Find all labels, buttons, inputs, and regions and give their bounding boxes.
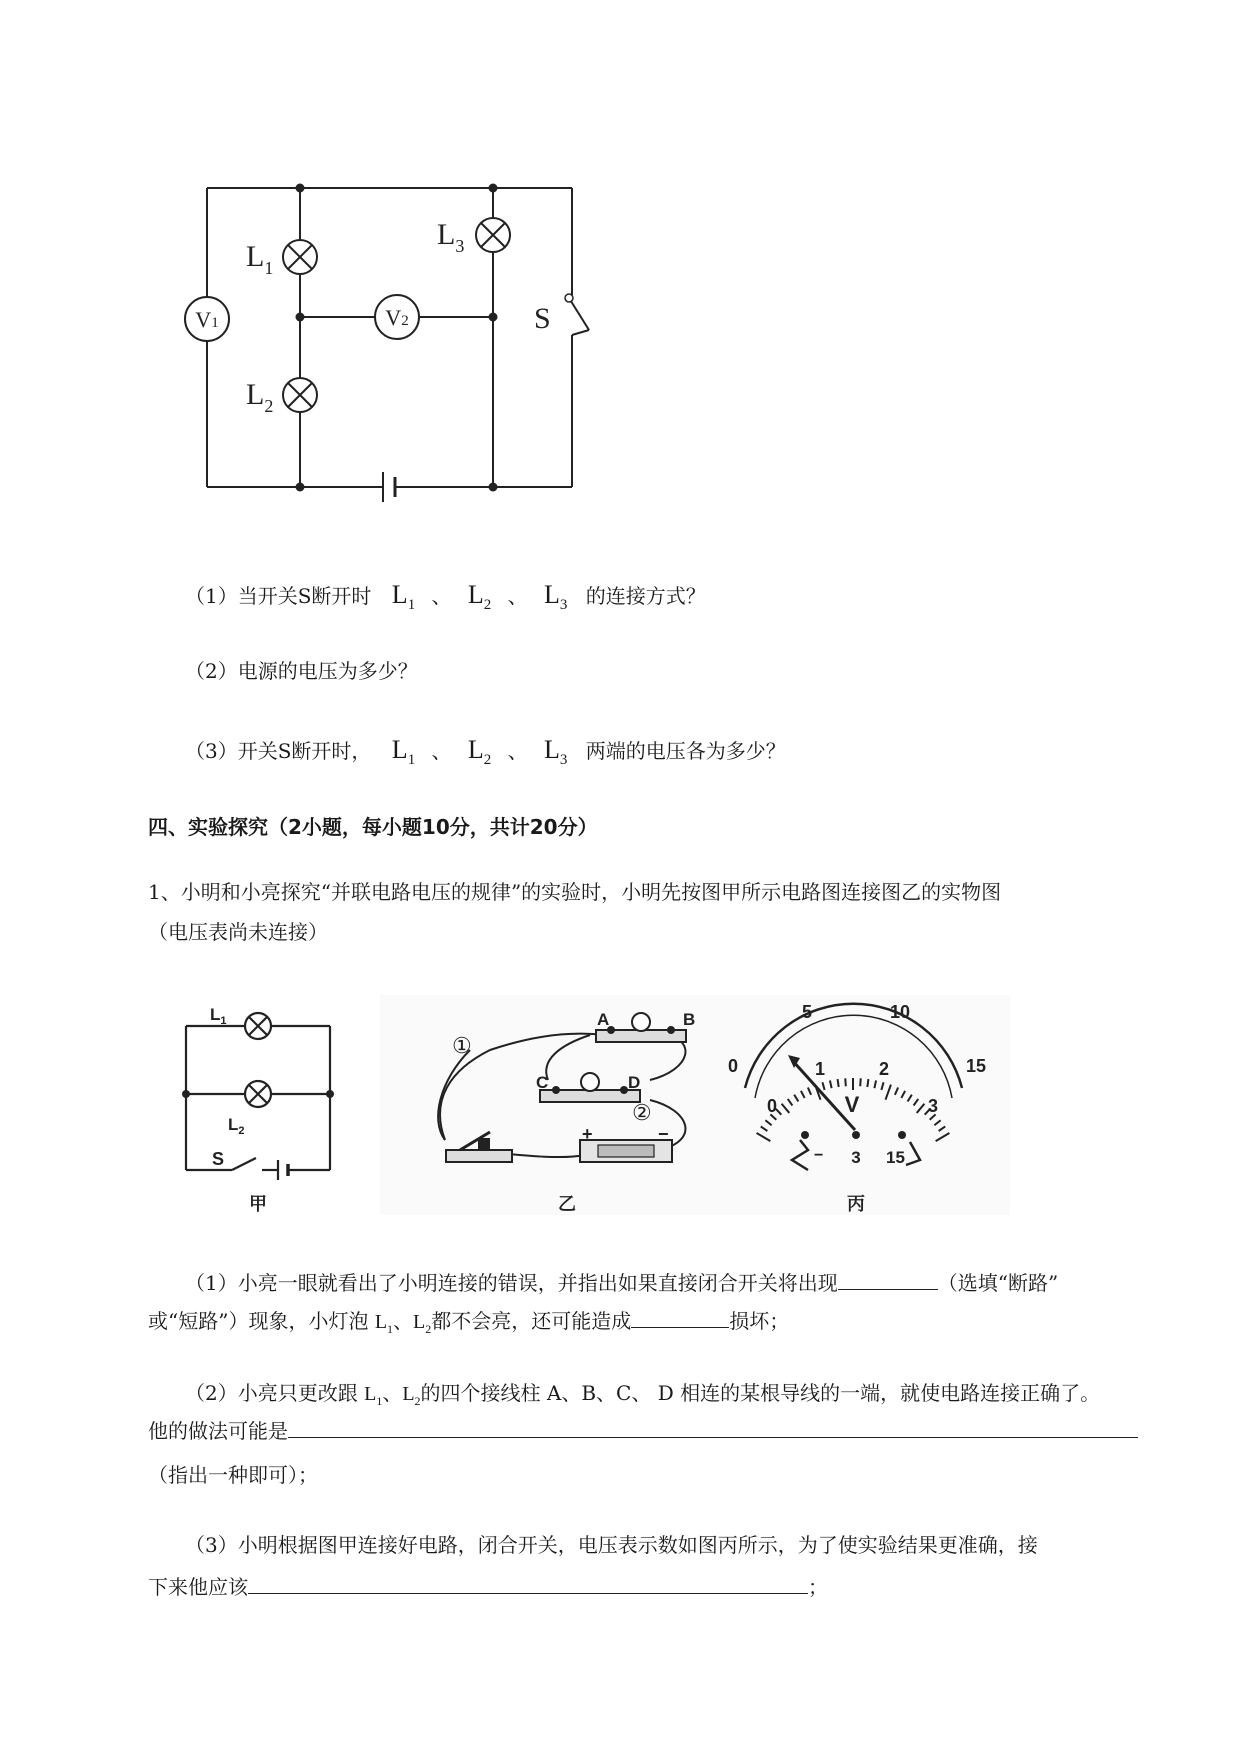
svg-text:乙: 乙 (558, 1194, 576, 1214)
subq3-line2: 下来他应该 ； (148, 1575, 828, 1599)
q3-suffix: 两端的电压各为多少？ (585, 739, 786, 763)
label-L2: $L_2$ (246, 378, 274, 416)
svg-text:5: 5 (802, 1002, 813, 1022)
q3-prefix: （3）开关S断开时， (185, 739, 372, 763)
svg-text:②: ② (632, 1100, 652, 1125)
label-L3: $L_3$ (437, 218, 465, 256)
svg-text:L2: $L_2$ (228, 1115, 245, 1137)
svg-text:2: 2 (879, 1059, 890, 1079)
subq1-line1: （1）小亮一眼就看出了小明连接的错误，并指出如果直接闭合开关将出现 （选填“断路” (185, 1271, 1059, 1295)
svg-text:A: A (597, 1010, 610, 1029)
lamp-L3 (476, 218, 510, 252)
svg-text:3: 3 (928, 1096, 939, 1116)
lamp-L2 (283, 378, 317, 412)
question-2: （2）电源的电压为多少？ (185, 659, 418, 683)
svg-text:B: B (683, 1010, 696, 1029)
svg-text:−: − (814, 1147, 824, 1164)
svg-text:D: D (628, 1073, 641, 1092)
lamp-L1 (283, 240, 317, 274)
svg-text:0: 0 (767, 1096, 778, 1116)
svg-text:10: 10 (890, 1002, 911, 1022)
dial-tick (860, 1078, 861, 1086)
subq3-line1: （3）小明根据图甲连接好电路，闭合开关，电压表示数如图丙所示，为了使实验结果更准确，接 (185, 1533, 1038, 1557)
figure-jia (182, 1005, 334, 1214)
section4-question1-line2: （电压表尚未连接） (148, 920, 328, 944)
q1-prefix: （1）当开关S断开时 (185, 584, 372, 608)
svg-text:0: 0 (728, 1056, 739, 1076)
circuit-diagram-1 (150, 160, 600, 510)
section4-question1-line1: 1、小明和小亮探究“并联电路电压的规律”的实验时，小明先按图甲所示电路图连接图乙的实物图 (148, 880, 1002, 904)
svg-text:丙: 丙 (847, 1194, 865, 1214)
voltmeter-V1 (185, 297, 229, 341)
label-S: S (534, 302, 551, 335)
svg-text:①: ① (452, 1033, 472, 1058)
answer-blank-1[interactable] (838, 1288, 938, 1290)
dial-tick (845, 1078, 846, 1086)
experiment-figure (170, 990, 1010, 1220)
question-1: （1）当开关S断开时 $L_1$ 、 $L_2$ 、 $L_3$ 的连接方式？ (185, 580, 706, 614)
svg-text:L1: $L_1$ (210, 1005, 227, 1027)
section-heading: 四、实验探究（2小题，每小题10分，共计20分） (148, 815, 598, 839)
answer-blank-4[interactable] (248, 1592, 808, 1594)
svg-text:甲: 甲 (249, 1194, 267, 1214)
svg-text:V1: V1 (195, 307, 219, 332)
dial-tick (838, 1079, 839, 1087)
svg-text:S: S (212, 1149, 225, 1169)
subq2-line2: 他的做法可能是 (148, 1416, 1138, 1446)
subq1-line2: 或“短路”）现象，小灯泡 $L_1$、$L_2$都不会亮，还可能造成 损坏； (148, 1309, 790, 1336)
subq2-line3: （指出一种即可）； (148, 1463, 318, 1487)
svg-text:+: + (582, 1124, 593, 1144)
question-3: （3）开关S断开时， $L_1$ 、 $L_2$ 、 $L_3$ 两端的电压各为多少？ (185, 735, 786, 769)
svg-text:−: − (658, 1124, 669, 1144)
svg-text:V: V (844, 1092, 860, 1117)
q1-suffix: 的连接方式？ (585, 584, 706, 608)
subq2-line1: （2）小亮只更改跟 $L_1$、$L_2$的四个接线柱 A、B、C、 D 相连的某根导线的一端，就使电路连接正确了。 (185, 1381, 1101, 1408)
label-L1: $L_1$ (246, 240, 274, 278)
voltmeter-V2 (375, 295, 419, 339)
answer-blank-2[interactable] (631, 1326, 729, 1328)
svg-text:1: 1 (815, 1059, 826, 1079)
svg-text:3: 3 (851, 1148, 861, 1167)
answer-blank-3[interactable] (288, 1436, 1138, 1438)
svg-text:15: 15 (966, 1056, 987, 1076)
svg-text:C: C (536, 1073, 549, 1092)
svg-text:15: 15 (886, 1148, 905, 1167)
dial-tick (867, 1079, 868, 1087)
svg-text:V2: V2 (385, 305, 409, 330)
